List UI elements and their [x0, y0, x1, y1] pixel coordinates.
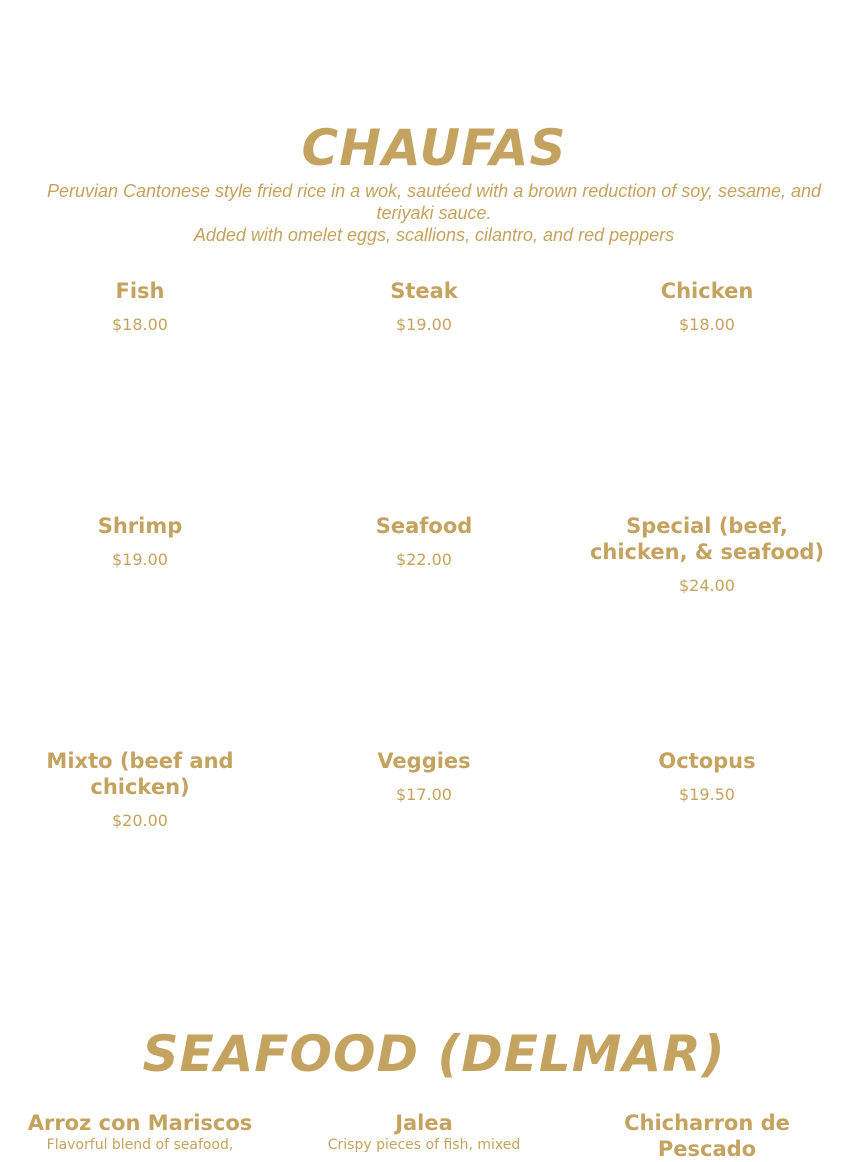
section-description: Peruvian Cantonese style fried rice in a wok, sautéed with a brown reduction of soy, sesame, and teriyaki sauce.	[46, 181, 822, 223]
menu-item-price: $19.00	[396, 315, 452, 334]
menu-item-name: Chicken	[660, 279, 754, 303]
menu-item-price: $18.00	[112, 315, 168, 334]
menu-item-price: $24.00	[679, 576, 735, 595]
menu-item-price: $18.00	[679, 315, 735, 334]
menu-item-name: Mixto (beef and chicken)	[46, 749, 234, 799]
menu-item-name: Veggies	[377, 749, 471, 773]
section-title-chaufas: CHAUFAS	[301, 119, 567, 177]
section-description-note: Added with omelet eggs, scallions, cilantro, and red peppers	[193, 225, 675, 245]
menu-item-name: Octopus	[658, 749, 756, 773]
menu-item-chicken	[582, 278, 832, 335]
menu-item-seafood	[299, 513, 549, 570]
menu-item-name: Special (beef, chicken, & seafood)	[589, 514, 825, 564]
menu-item-veggies	[299, 748, 549, 805]
menu-item-name: Seafood	[375, 514, 473, 538]
menu-item-fish	[15, 278, 265, 335]
menu-item-arroz-con-mariscos	[15, 1110, 265, 1154]
menu-item-mixto	[15, 748, 265, 831]
section-title-seafood: SEAFOOD (DELMAR)	[142, 1025, 726, 1083]
menu-item-name: Arroz con Mariscos	[27, 1111, 253, 1135]
menu-item-price: $20.00	[112, 811, 168, 830]
menu-item-price: $22.00	[396, 550, 452, 569]
menu-item-name: Steak	[390, 279, 458, 303]
menu-item-name: Fish	[115, 279, 165, 303]
menu-item-name: Jalea	[395, 1111, 453, 1135]
menu-item-chicharron-de-pescado	[582, 1110, 832, 1162]
menu-item-octopus	[582, 748, 832, 805]
menu-item-steak	[299, 278, 549, 335]
menu-item-price: $17.00	[396, 785, 452, 804]
menu-item-description: Crispy pieces of fish, mixed	[327, 1137, 521, 1153]
menu-item-special	[582, 513, 832, 596]
menu-item-jalea	[299, 1110, 549, 1154]
menu-item-price: $19.00	[112, 550, 168, 569]
menu-item-price: $19.50	[679, 785, 735, 804]
menu-item-shrimp	[15, 513, 265, 570]
menu-item-description: Flavorful blend of seafood,	[46, 1137, 234, 1153]
menu-item-name: Chicharron de Pescado	[624, 1111, 790, 1161]
menu-item-name: Shrimp	[97, 514, 183, 538]
